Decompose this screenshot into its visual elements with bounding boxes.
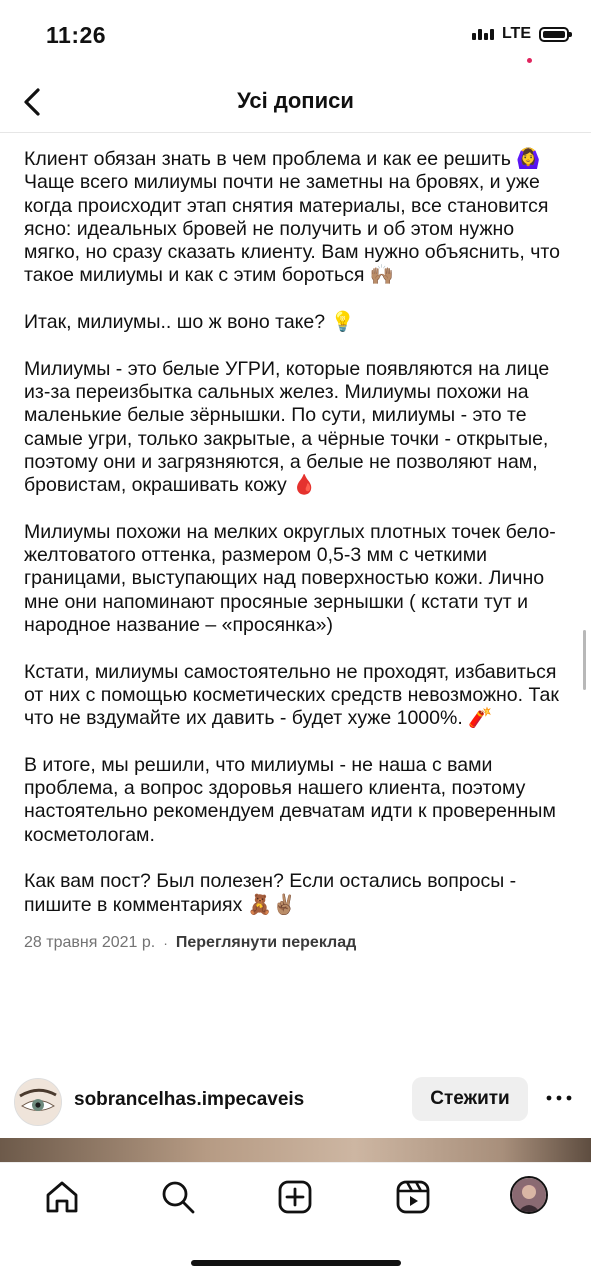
meta-separator: · (163, 935, 168, 952)
reels-icon (393, 1177, 433, 1217)
see-translation-link[interactable]: Переглянути переклад (175, 934, 357, 952)
top-navigation (0, 70, 591, 133)
home-indicator[interactable] (191, 1260, 401, 1266)
post-date: 28 травня 2021 р. (24, 934, 156, 952)
caption-paragraph: Как вам пост? Был полезен? Если остались вопросы - пишите в комментариях 🧸✌🏽 (24, 870, 517, 916)
caption-paragraph: Итак, милиумы.. шо ж воно таке? 💡 (24, 311, 355, 334)
eye-avatar-image (15, 1079, 61, 1125)
bottom-tab-bar (0, 1162, 591, 1243)
caption-paragraph: Кстати, милиумы самостоятельно не проходят, избавиться от них с помощью косметических средств невозможно. Так что не вздумайте их давить - будет хуже 1000%. 🧨 (24, 660, 559, 730)
tab-search[interactable] (158, 1177, 198, 1217)
home-icon (42, 1177, 82, 1217)
status-bar (0, 0, 591, 70)
status-indicators (472, 25, 569, 43)
tab-reels[interactable] (393, 1177, 433, 1217)
tab-profile[interactable] (510, 1176, 548, 1214)
page-title: Усі дописи (237, 88, 354, 113)
tab-create[interactable] (275, 1177, 315, 1217)
notification-dot (527, 58, 532, 63)
more-options-button[interactable] (544, 1086, 574, 1110)
profile-avatar (512, 1178, 546, 1212)
username[interactable]: sobrancelhas.impecaveis (74, 1089, 305, 1110)
search-icon (158, 1177, 198, 1217)
caption-paragraph: Клиент обязан знать в чем проблема и как ее решить 🙆‍♀️ Чаще всего милиумы почти не заметны на бровях, и уже когда происходит этап снятия материалы, все становится ясно: идеальных бровей не получить и об этом нужно мягко, но сразу сказать клиенту. Вам нужно объяснить, что такое милиумы и как с этим бороться 🙌🏽 (24, 148, 560, 287)
next-post-header (0, 1074, 591, 1130)
post-caption (24, 148, 569, 952)
tab-home[interactable] (42, 1177, 82, 1217)
signal-icon (472, 29, 494, 40)
caption-paragraph: Милиумы - это белые УГРИ, которые появляются на лице из-за переизбытка сальных желез. Милиумы похожи на маленькие белые зёрнышки. По сути, милиумы - это те самые угри, только закрытые, а чёрные точки - открытые, поэтому они и загрязняются, а белые не позволяют нам, бровистам, окрашивать кожу 🩸 (24, 357, 550, 497)
caption-paragraph: Милиумы похожи на мелких округлых плотных точек бело-желтоватого оттенка, размером 0,5-3 мм с четкими границами, выступающих над поверхностью кожи. Лично мне они напоминают просяные зернышки ( кстати тут и народное название – «просянка») (24, 520, 556, 636)
caption-paragraph: В итоге, мы решили, что милиумы - не наша с вами проблема, а вопрос здоровья нашего клиента, поэтому настоятельно рекомендуем девчатам идти к проверенным косметологам. (24, 753, 556, 846)
battery-icon (539, 27, 569, 42)
follow-button[interactable]: Стежити (412, 1077, 528, 1121)
network-label: LTE (501, 25, 531, 42)
user-avatar[interactable] (14, 1078, 62, 1126)
scroll-indicator (583, 630, 586, 690)
more-horizontal-icon (544, 1086, 574, 1110)
post-image-preview[interactable] (0, 1138, 591, 1162)
status-time: 11:26 (46, 22, 107, 48)
create-post-icon (275, 1177, 315, 1217)
post-meta (24, 934, 569, 952)
